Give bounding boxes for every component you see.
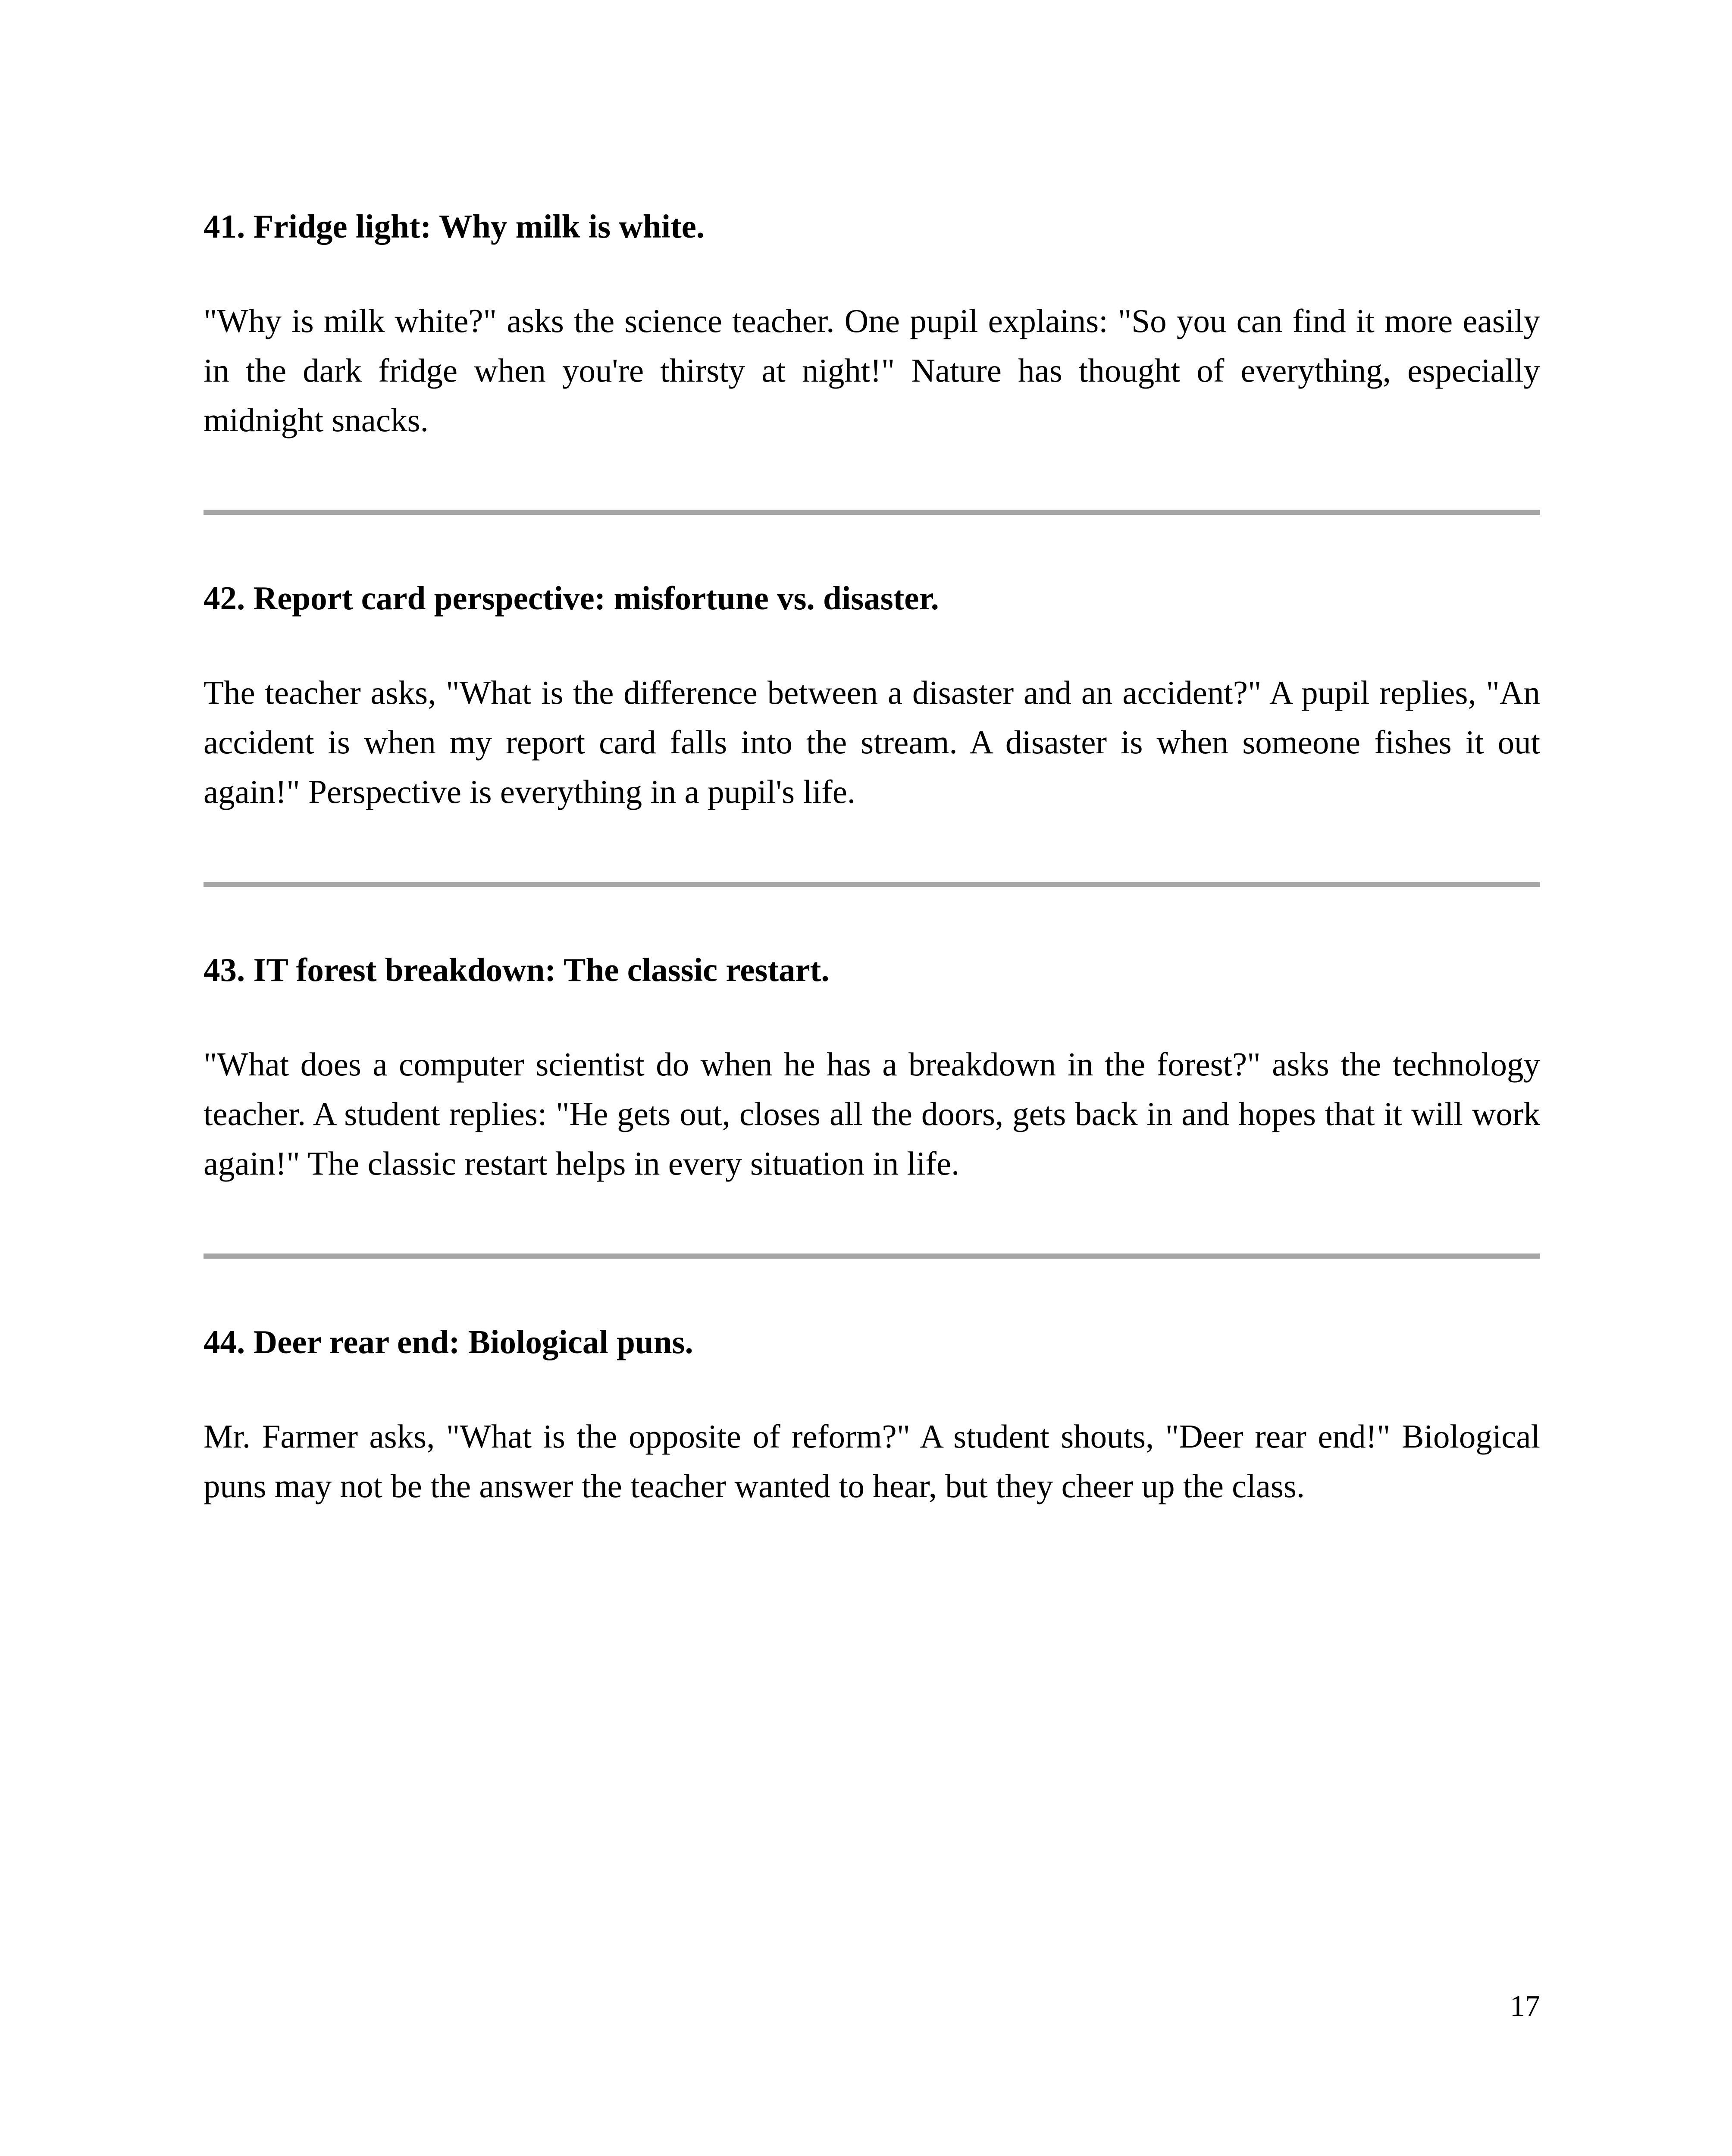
joke-entry-41 [204, 205, 1540, 445]
joke-entry-44 [204, 1320, 1540, 1511]
entry-body: "What does a computer scientist do when he has a breakdown in the forest?" asks the technology teacher. A student replies: "He gets out, closes all the doors, gets back in and hopes that it will work again!" The classic restart helps in every situation in life. [204, 1046, 1540, 1182]
page-number: 17 [1510, 1990, 1540, 2023]
entry-heading: 44. Deer rear end: Biological puns. [204, 1323, 693, 1360]
section-divider [204, 510, 1540, 515]
joke-entry-42 [204, 577, 1540, 817]
entry-heading: 42. Report card perspective: misfortune vs. disaster. [204, 580, 939, 617]
joke-entry-43 [204, 948, 1540, 1188]
section-divider [204, 882, 1540, 887]
entry-body: "Why is milk white?" asks the science teacher. One pupil explains: "So you can find it more easily in the dark fridge when you're thirsty at night!" Nature has thought of everything, especially midnight snacks. [204, 302, 1540, 439]
entry-body: Mr. Farmer asks, "What is the opposite of reform?" A student shouts, "Deer rear end!" Biological puns may not be the answer the teacher wanted to hear, but they cheer up the class. [204, 1418, 1540, 1504]
section-divider [204, 1253, 1540, 1259]
entry-heading: 43. IT forest breakdown: The classic restart. [204, 951, 830, 988]
entry-heading: 41. Fridge light: Why milk is white. [204, 208, 705, 245]
entry-body: The teacher asks, "What is the difference between a disaster and an accident?" A pupil replies, "An accident is when my report card falls into the stream. A disaster is when someone fishes it out again!" Perspective is everything in a pupil's life. [204, 674, 1540, 810]
